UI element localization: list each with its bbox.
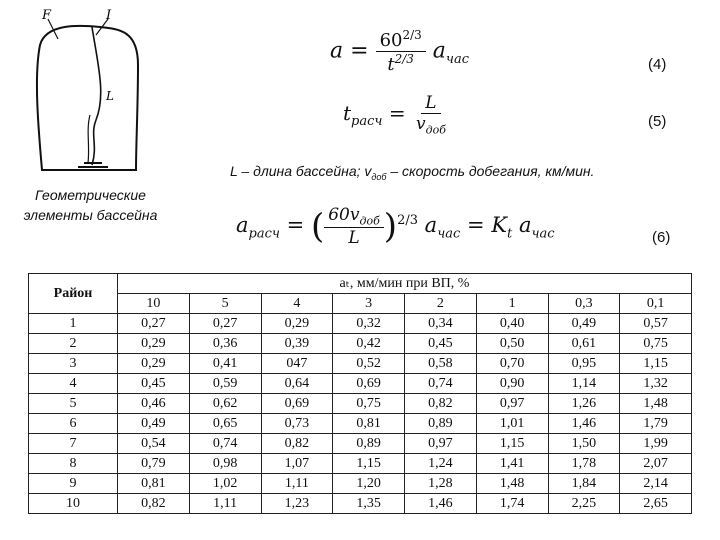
table-cell: 1,14 (548, 374, 620, 394)
column-header: 4 (261, 294, 333, 314)
row-rayon-cell: 9 (29, 474, 118, 494)
table-cell: 0,97 (476, 394, 548, 414)
table-cell: 0,65 (189, 414, 261, 434)
table-cell: 1,46 (548, 414, 620, 434)
table-cell: 1,84 (548, 474, 620, 494)
column-header: 3 (333, 294, 405, 314)
table-cell: 0,49 (118, 414, 190, 434)
table-cell: 0,45 (118, 374, 190, 394)
table-cell: 0,62 (189, 394, 261, 414)
table-cell: 0,64 (261, 374, 333, 394)
table-cell: 1,15 (620, 354, 692, 374)
table-cell: 1,02 (189, 474, 261, 494)
f4-lhs: a (330, 38, 344, 64)
def-part-1: L – длина бассейна; v (230, 163, 372, 179)
formula-6: $a_{расч}$ = ( $\frac{60v_{доб}}{L}$ )$^{2/3}$ $a_{час} = K_t$ $a_{час}$ (236, 205, 555, 249)
table-cell: 0,57 (620, 314, 692, 334)
f6-num: 60v (328, 205, 360, 225)
eq-number-5: (5) (648, 113, 667, 130)
basin-outline (37, 26, 138, 170)
label-i: I (106, 8, 112, 23)
table-header-row-2 (29, 294, 692, 314)
f6-k-sub: t (507, 226, 513, 242)
header-rayon: Район (29, 274, 118, 314)
f5-den: v (415, 114, 426, 134)
table-cell: 0,39 (261, 334, 333, 354)
table-cell: 0,70 (476, 354, 548, 374)
f5-num: L (421, 93, 440, 114)
f6-exp: 2/3 (397, 213, 418, 229)
column-header: 2 (405, 294, 477, 314)
table-row (29, 454, 692, 474)
table-cell: 0,40 (476, 314, 548, 334)
table-cell: 0,61 (548, 334, 620, 354)
f6-den: L (348, 228, 360, 249)
f4-rhs: a (432, 38, 446, 64)
table-cell: 0,27 (189, 314, 261, 334)
table-row (29, 494, 692, 514)
table-cell: 0,46 (118, 394, 190, 414)
formula-5: $t_{расч}$ = $\frac{L}{v_{доб}}$ (343, 93, 450, 136)
table-cell: 0,29 (261, 314, 333, 334)
basin-sketch (20, 5, 160, 180)
table-cell: 0,69 (261, 394, 333, 414)
row-rayon-cell: 5 (29, 394, 118, 414)
table-row (29, 394, 692, 414)
table-cell: 0,42 (333, 334, 405, 354)
table-cell: 2,25 (548, 494, 620, 514)
table-cell: 0,74 (405, 374, 477, 394)
table-cell: 0,34 (405, 314, 477, 334)
label-f: F (42, 8, 52, 23)
f6-a-mid: a (424, 213, 438, 238)
label-l: L (106, 89, 114, 103)
table-cell: 1,01 (476, 414, 548, 434)
table-cell: 1,46 (405, 494, 477, 514)
table-cell: 0,59 (189, 374, 261, 394)
f5-den-sub: доб (425, 123, 446, 137)
sketch-caption (8, 185, 173, 225)
table-cell: 0,52 (333, 354, 405, 374)
f4-den-exp: 2/3 (394, 52, 414, 66)
table-cell: 0,82 (118, 494, 190, 514)
table-row (29, 314, 692, 334)
table-body (29, 314, 692, 514)
table-cell: 0,50 (476, 334, 548, 354)
column-header: 1 (476, 294, 548, 314)
table-cell: 1,48 (620, 394, 692, 414)
row-rayon-cell: 8 (29, 454, 118, 474)
row-rayon-cell: 6 (29, 414, 118, 434)
table-cell: 1,35 (333, 494, 405, 514)
table-cell: 1,74 (476, 494, 548, 514)
table-cell: 1,15 (476, 434, 548, 454)
table-cell: 0,74 (189, 434, 261, 454)
table-cell: 1,78 (548, 454, 620, 474)
table-cell: 1,32 (620, 374, 692, 394)
definitions-line (230, 163, 594, 182)
column-header: 0,1 (620, 294, 692, 314)
table-cell: 1,20 (333, 474, 405, 494)
table-cell: 1,11 (189, 494, 261, 514)
column-header: 10 (118, 294, 190, 314)
table-cell: 0,90 (476, 374, 548, 394)
f6-fraction (324, 205, 384, 248)
table-cell: 1,26 (548, 394, 620, 414)
table-row (29, 334, 692, 354)
table-cell: 0,73 (261, 414, 333, 434)
table-cell: 1,24 (405, 454, 477, 474)
outlet-mark (78, 163, 108, 167)
table-cell: 0,58 (405, 354, 477, 374)
table-cell: 0,75 (333, 394, 405, 414)
f4-rhs-sub: час (445, 51, 470, 67)
table-cell: 0,81 (118, 474, 190, 494)
f5-fraction (412, 93, 450, 136)
header-group: aₜ, мм/мин при ВП, % (118, 274, 692, 294)
table-row (29, 474, 692, 494)
table-cell: 0,82 (405, 394, 477, 414)
table-cell: 1,50 (548, 434, 620, 454)
table-cell: 0,89 (333, 434, 405, 454)
table-cell: 0,75 (620, 334, 692, 354)
column-header: 5 (189, 294, 261, 314)
table-cell: 0,27 (118, 314, 190, 334)
table-cell: 0,29 (118, 334, 190, 354)
table-cell: 1,23 (261, 494, 333, 514)
table-cell: 2,65 (620, 494, 692, 514)
table-cell: 1,15 (333, 454, 405, 474)
table-cell: 0,45 (405, 334, 477, 354)
stream-branch (88, 115, 90, 163)
table-cell: 1,11 (261, 474, 333, 494)
caption-line-1: Геометрические (35, 187, 146, 203)
table-cell: 0,98 (189, 454, 261, 474)
f5-lhs-sub: расч (351, 114, 383, 130)
f4-den: t (387, 54, 395, 75)
row-rayon-cell: 4 (29, 374, 118, 394)
table-cell: 0,95 (548, 354, 620, 374)
eq-number-4: (4) (648, 56, 667, 73)
eq-number-6: (6) (652, 229, 671, 246)
f6-a-mid-sub: час (437, 226, 461, 242)
row-rayon-cell: 2 (29, 334, 118, 354)
table-cell: 1,79 (620, 414, 692, 434)
table-cell: 1,99 (620, 434, 692, 454)
table-cell: 1,41 (476, 454, 548, 474)
table-cell: 1,48 (476, 474, 548, 494)
row-rayon-cell: 10 (29, 494, 118, 514)
table-cell: 0,89 (405, 414, 477, 434)
main-stream (92, 27, 101, 165)
table-cell: 2,07 (620, 454, 692, 474)
table-row (29, 354, 692, 374)
table-cell: 0,36 (189, 334, 261, 354)
table-cell: 0,54 (118, 434, 190, 454)
f6-a-end-sub: час (531, 226, 555, 242)
row-rayon-cell: 7 (29, 434, 118, 454)
row-rayon-cell: 3 (29, 354, 118, 374)
f5-lhs: t (343, 101, 352, 126)
table-row (29, 414, 692, 434)
table-cell: 1,28 (405, 474, 477, 494)
table-cell: 0,69 (333, 374, 405, 394)
table-row (29, 434, 692, 454)
f4-num-exp: 2/3 (402, 28, 422, 42)
f4-num: 60 (379, 30, 403, 51)
f6-lhs-sub: расч (248, 226, 280, 242)
table-cell: 0,82 (261, 434, 333, 454)
table-cell: 0,29 (118, 354, 190, 374)
table-row (29, 374, 692, 394)
column-header: 0,3 (548, 294, 620, 314)
f6-a-end: a (518, 213, 532, 238)
caption-line-2: элементы бассейна (23, 207, 158, 223)
f4-fraction (376, 28, 426, 75)
table-cell: 2,14 (620, 474, 692, 494)
table-cell: 0,81 (333, 414, 405, 434)
row-rayon-cell: 1 (29, 314, 118, 334)
table-cell: 047 (261, 354, 333, 374)
formula-4: a = $\frac{60^{2/3}}{t^{2/3}}$ $a_{час}$ (330, 28, 470, 75)
table-cell: 0,79 (118, 454, 190, 474)
def-sub: доб (371, 171, 387, 182)
table-cell: 0,97 (405, 434, 477, 454)
f6-num-sub: доб (359, 214, 380, 228)
def-part-2: – скорость добегания, км/мин. (386, 163, 595, 179)
table-header-row-1 (29, 274, 692, 294)
f6-k: K (491, 213, 508, 238)
intensity-table (28, 273, 692, 514)
table-cell: 0,49 (548, 314, 620, 334)
f6-lhs: a (236, 213, 249, 238)
table-cell: 0,41 (189, 354, 261, 374)
table-cell: 1,07 (261, 454, 333, 474)
table-cell: 0,32 (333, 314, 405, 334)
